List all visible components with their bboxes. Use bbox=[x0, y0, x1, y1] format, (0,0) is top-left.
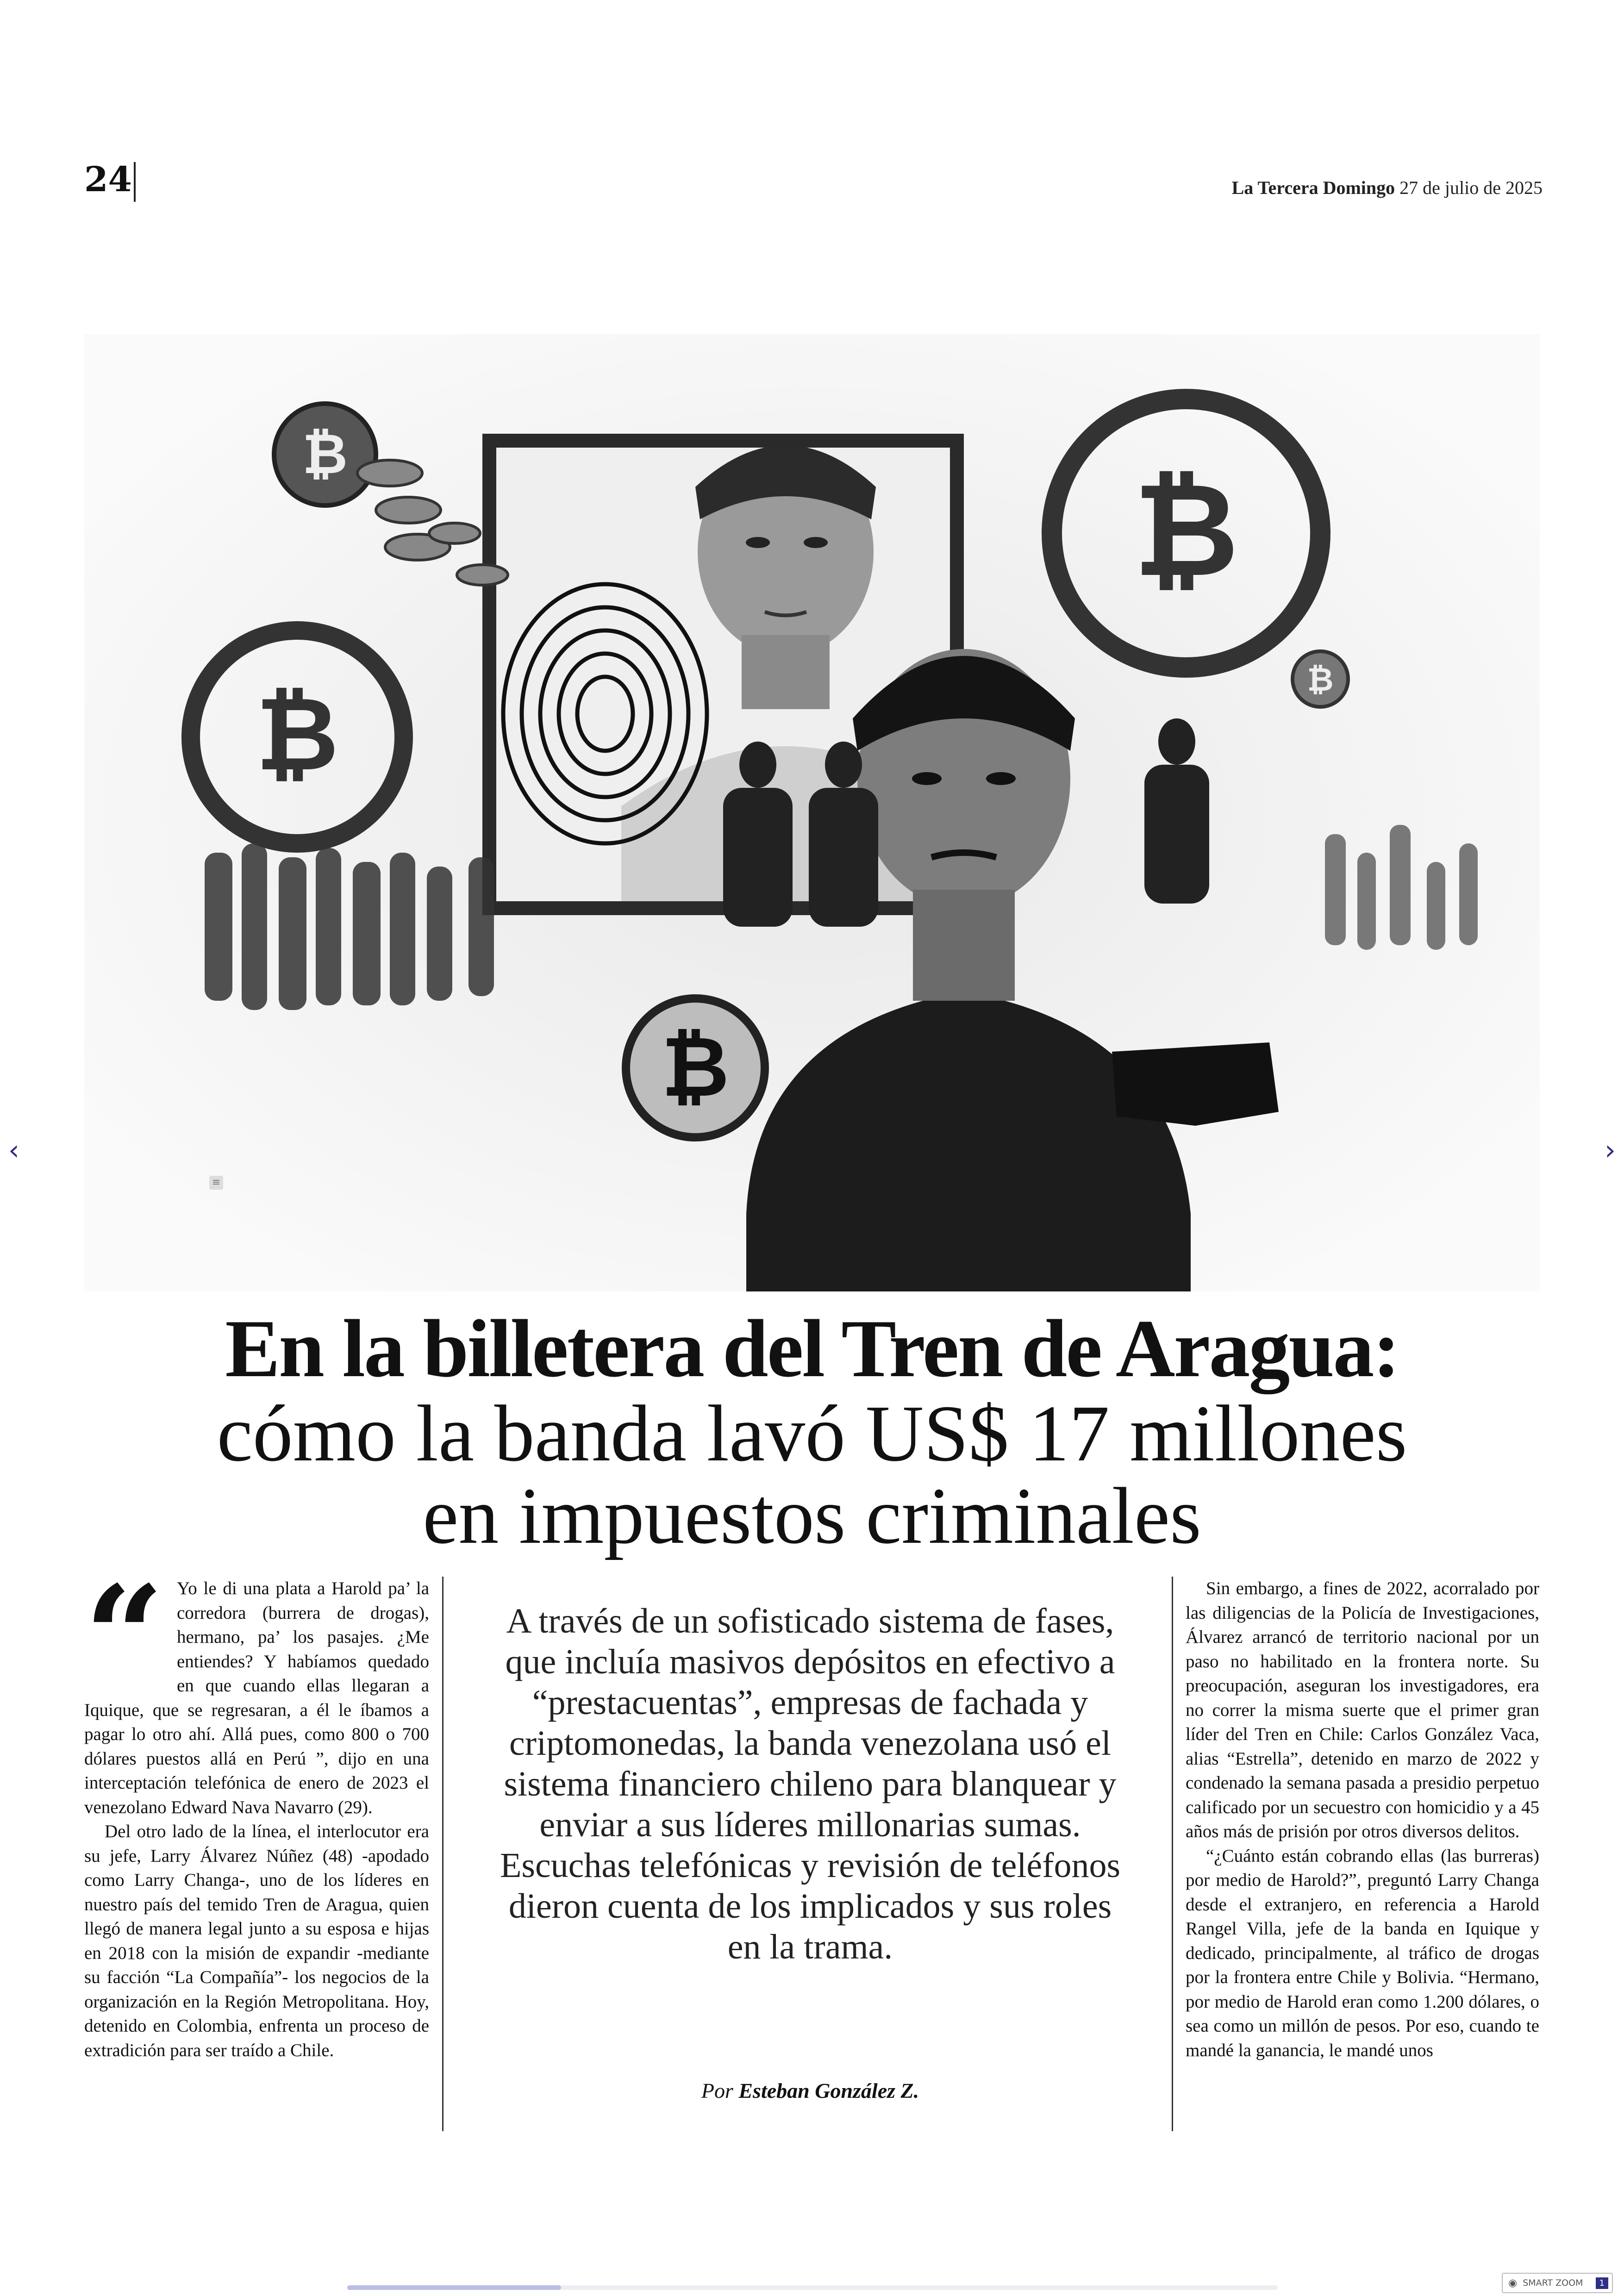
svg-text:₿: ₿ bbox=[661, 1019, 730, 1116]
paragraph: Sin embargo, a fines de 2022, acorralado por las diligencias de la Policía de Investigaciones, Álvarez arrancó de territorio nacional por un paso no habilitado en la frontera norte. Su preocupación, aseguran los investigadores, era no correr la misma suerte que el primer gran líder del Tren en Chile: Carlos González Vaca, alias “Estrella”, detenido en marzo de 2022 y condenado la semana pasada a presidio perpetuo calificado por un secuestro con homicidio y a 45 años más de prisión por otros diversos delitos. bbox=[1186, 1578, 1539, 1841]
note-icon[interactable]: ≡ bbox=[209, 1176, 223, 1190]
headline-line-1: En la billetera del Tren de Aragua: bbox=[225, 1303, 1399, 1394]
svg-text:₿: ₿ bbox=[256, 675, 339, 793]
next-page-arrow-icon[interactable]: › bbox=[1605, 1134, 1616, 1166]
paragraph: “¿Cuánto están cobrando ellas (las burreras) por medio de Harold?”, preguntó Larry Changa desde el extranjero, en referencia a Harold Rangel Villa, jefe de la banda en Iquique y dedicado, principalmente, al tráfico de drogas por la frontera entre Chile y Bolivia. “Hermano, por medio de Harold eran como 1.200 dólares, o sea como un millón de pesos. Por eso, cuando te mandé la ganancia, le mandé unos bbox=[1186, 1846, 1539, 2060]
bitcoin-icon bbox=[274, 404, 376, 505]
byline bbox=[491, 2078, 1130, 2103]
paragraph: Del otro lado de la línea, el interlocutor era su jefe, Larry Álvarez Núñez (48) -apodado como Larry Changa-, uno de los líderes en nuestro país del temido Tren de Aragua, quien llegó de manera legal junto a su esposa e hijas en 2018 con la misión de expandir -mediante su facción “La Compañía”- los negocios de la organización en la Región Metropolitana. Hoy, detenido en Colombia, enfrenta un proceso de extradición para ser traído a Chile. bbox=[84, 1821, 429, 2060]
issue-date: 27 de julio de 2025 bbox=[1399, 177, 1543, 198]
torn-paper bbox=[1112, 1042, 1279, 1126]
article-deck: A través de un sofisticado sistema de fases, que incluía masivos depósitos en efectivo a “prestacuentas”, empresas de fachada y criptomonedas, la banda venezolana usó el sistema financiero chileno para blanquear y enviar a sus líderes millonarias sumas. Escuchas telefónicas y revisión de teléfonos dieron cuenta de los implicados y sus roles en la trama. bbox=[500, 1602, 1121, 1966]
page-progress-fill bbox=[347, 2285, 561, 2290]
headline-line-3: en impuestos criminales bbox=[423, 1471, 1201, 1560]
svg-text:₿: ₿ bbox=[302, 422, 348, 486]
eye-icon: ◉ bbox=[1508, 2277, 1518, 2289]
paragraph: Yo le di una plata a Harold pa’ la corredora (burrera de drogas), hermano, pa’ los pasajes. ¿Me entiendes? Y habíamos quedado en que cuando ellas llegaran a Iquique, que se regresaran, a él le íbamos a pagar lo otro ahí. Allá pues, como 800 o 700 dólares puestos allá en Perú ”, dijo en una interceptación telefónica de enero de 2023 el venezolano Edward Nava Navarro (29). bbox=[84, 1578, 429, 1817]
zoom-page-number: 1 bbox=[1596, 2277, 1608, 2289]
article-column-left bbox=[84, 1577, 429, 2063]
smart-zoom-button[interactable] bbox=[1502, 2273, 1613, 2293]
hero-image bbox=[84, 334, 1540, 1291]
byline-prefix: Por bbox=[701, 2079, 733, 2102]
smart-zoom-label: SMART ZOOM bbox=[1523, 2278, 1583, 2288]
column-rule bbox=[442, 1577, 443, 2131]
bitcoin-icon bbox=[626, 998, 765, 1137]
prev-page-arrow-icon[interactable]: ‹ bbox=[8, 1134, 19, 1166]
publication-name: La Tercera Domingo bbox=[1231, 177, 1395, 198]
quote-mark: “ bbox=[84, 1555, 164, 1718]
hero-collage bbox=[84, 334, 1540, 1291]
quote-mark-space bbox=[84, 1577, 177, 1675]
masthead bbox=[1232, 177, 1543, 199]
column-rule bbox=[1172, 1577, 1173, 2131]
article-column-right bbox=[1186, 1577, 1539, 2063]
byline-author: Esteban González Z. bbox=[738, 2079, 919, 2102]
bitcoin-icon bbox=[1293, 651, 1348, 707]
svg-text:₿: ₿ bbox=[1307, 661, 1334, 698]
page-number-rule bbox=[134, 162, 136, 202]
page-number: 24 bbox=[84, 160, 132, 200]
svg-text:₿: ₿ bbox=[1133, 455, 1239, 606]
page-progress-bar[interactable] bbox=[347, 2285, 1278, 2290]
headline-line-2: cómo la banda lavó US$ 17 millones bbox=[217, 1389, 1407, 1478]
